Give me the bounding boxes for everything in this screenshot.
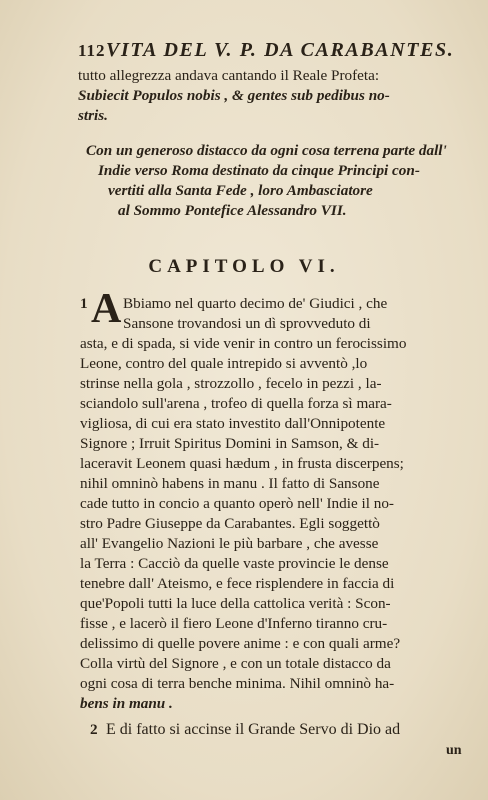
body-line-3: asta, e di spada, si vide venir in contro un ferocissimo: [80, 335, 407, 352]
summary-line-2: Indie verso Roma destinato da cinque Principi con-: [98, 162, 420, 179]
body-line-17: fisse , e lacerò il fiero Leone d'Inferno tiranno cru-: [80, 615, 388, 632]
body-line-10: nihil omninò habens in manu . Il fatto di Sansone: [80, 475, 380, 492]
paragraph-number-1: 1: [80, 295, 88, 312]
body-line-19: Colla virtù del Signore , e con un totale distacco da: [80, 655, 391, 672]
body-line-18: delissimo di quelle povere anime : e con quali arme?: [80, 635, 401, 652]
body-line-2: Sansone trovandosi un dì sprovveduto di: [123, 315, 371, 332]
body-line-11: cade tutto in concio a quanto operò nell' Indie il no-: [80, 495, 394, 512]
body-line-6: sciandolo sull'arena , trofeo di quella forza sì mara-: [80, 395, 392, 412]
page-number: 112: [78, 41, 106, 60]
body-line-7: vigliosa, di cui era stato investito dall'Onnipotente: [80, 415, 386, 432]
drop-cap: A: [91, 286, 122, 332]
body-line-5: strinse nella gola , strozzollo , fecelo in pezzi , la-: [80, 375, 382, 392]
catchword: un: [446, 743, 462, 758]
intro-line-3: stris.: [78, 107, 108, 124]
body-line-14: la Terra : Cacciò da quelle vaste provincie le dense: [80, 555, 389, 572]
chapter-heading: CAPITOLO VI.: [148, 256, 340, 277]
running-title: VITA DEL V. P. DA CARABANTES.: [106, 39, 455, 61]
summary-line-4: al Sommo Pontefice Alessandro VII.: [118, 202, 347, 219]
body-line-22: E di fatto si accinse il Grande Servo di Dio ad: [106, 721, 401, 738]
body-line-15: tenebre dall' Ateismo, e fece risplendere in faccia di: [80, 575, 395, 592]
intro-line-1: tutto allegrezza andava cantando il Reale Profeta:: [78, 67, 380, 84]
paragraph-number-2: 2: [90, 721, 98, 738]
body-line-12: stro Padre Giuseppe da Carabantes. Egli soggettò: [80, 515, 380, 532]
intro-line-2: Subiecit Populos nobis , & gentes sub pedibus no-: [78, 87, 390, 104]
body-line-1: Bbiamo nel quarto decimo de' Giudici , che: [123, 295, 388, 312]
body-line-16: que'Popoli tutti la luce della cattolica verità : Scon-: [80, 595, 391, 612]
body-line-8: Signore ; Irruit Spiritus Domini in Samson, & di-: [80, 435, 380, 452]
body-line-4: Leone, contro del quale intrepido si avventò ,lo: [80, 355, 368, 372]
body-line-20: ogni cosa di terra benche minima. Nihil omninò ha-: [80, 675, 395, 692]
body-line-9: laceravit Leonem quasi hædum , in frusta discerpens;: [80, 455, 404, 472]
body-line-21: bens in manu .: [80, 695, 173, 712]
summary-line-1: Con un generoso distacco da ogni cosa terrena parte dall': [86, 142, 447, 159]
body-line-13: all' Evangelio Nazioni le più barbare , che avesse: [80, 535, 379, 552]
summary-line-3: vertiti alla Santa Fede , loro Ambasciatore: [108, 182, 373, 199]
